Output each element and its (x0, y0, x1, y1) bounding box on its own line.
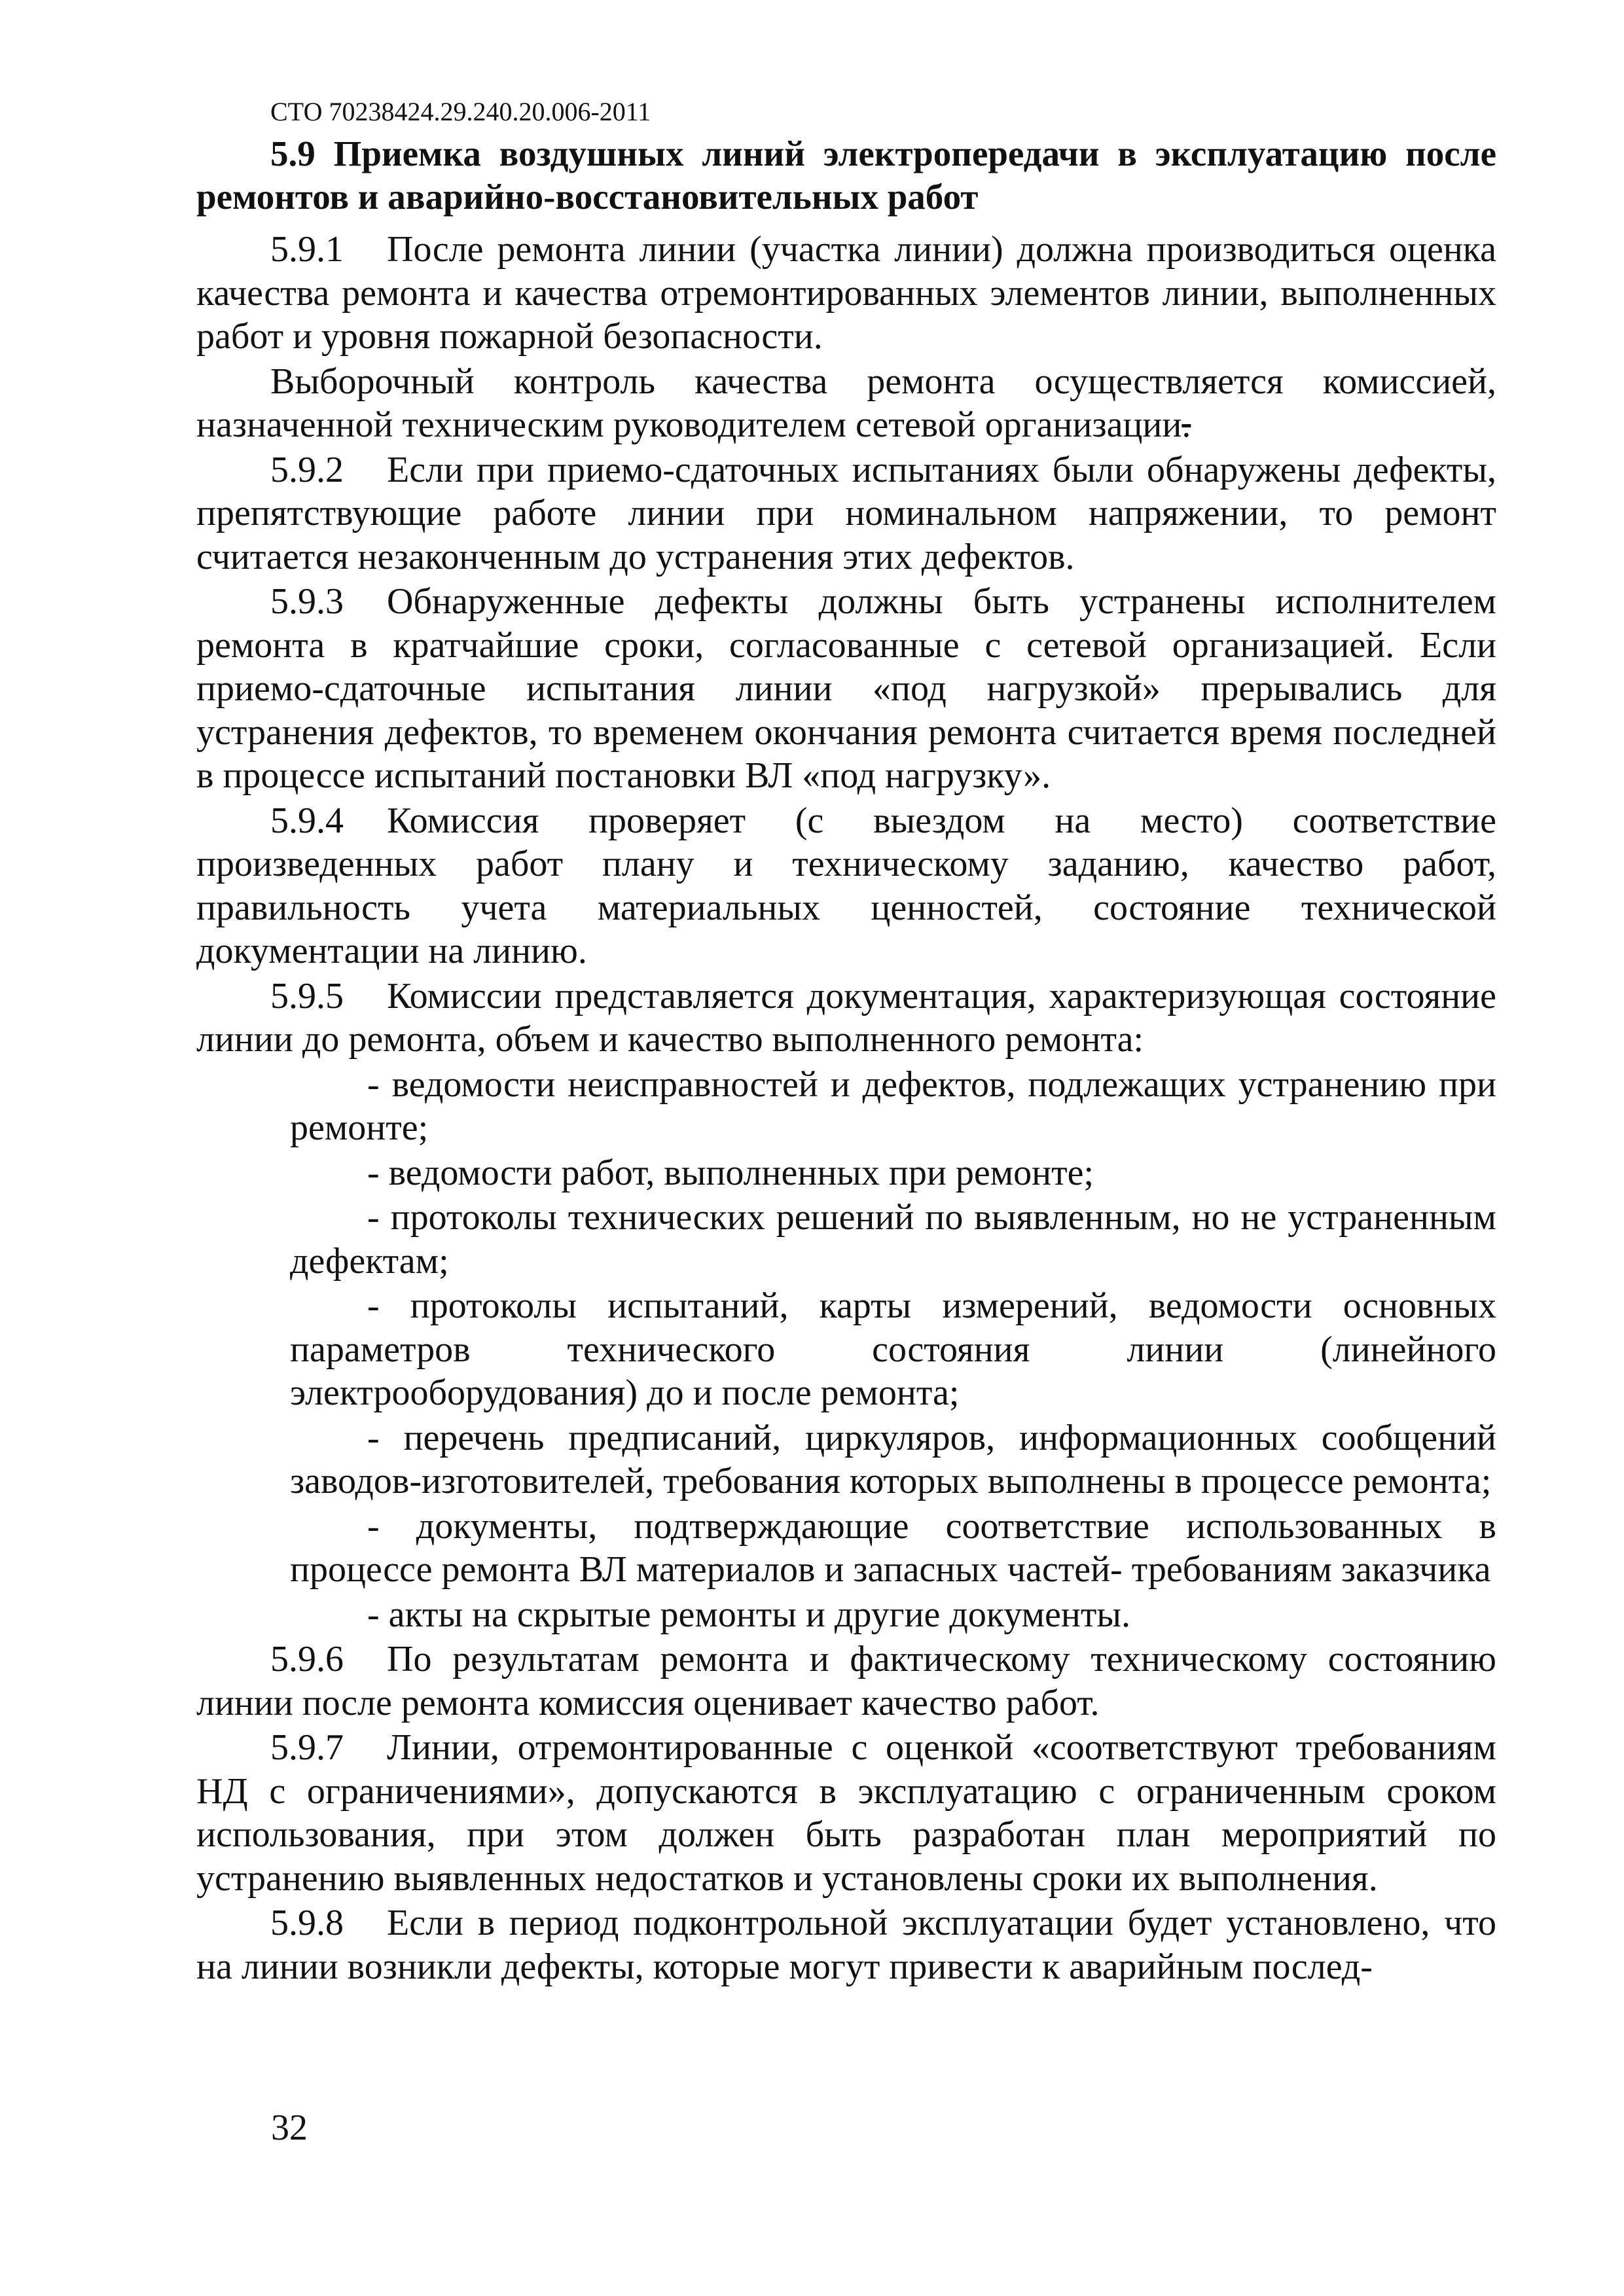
paragraph-5-9-7 (196, 1726, 1496, 1900)
paragraph-text: Если при приемо-сдаточных испытаниях были обнаружены дефекты, препятствующие работе линии при номинальном напряжении, то ремонт считается незаконченным до устранения этих дефектов. (196, 449, 1496, 577)
list-item: - протоколы испытаний, карты измерений, ведомости основных параметров технического состояния линии (линейного электрооборудования) до и после ремонта; (290, 1285, 1496, 1413)
paragraph-5-9-2 (196, 448, 1496, 579)
paragraph-text: По результатам ремонта и фактическому техническому состоянию линии после ремонта комиссия оценивает качество работ. (196, 1639, 1496, 1723)
paragraph-5-9-4 (196, 799, 1496, 973)
clause-number: 5.9.7 (270, 1727, 344, 1768)
clause-number: 5.9.3 (270, 581, 344, 622)
paragraph-text: Линии, отремонтированные с оценкой «соответствуют требованиям НД с ограничениями», допускаются в эксплуатацию с ограниченным сроком использования, при этом должен быть разработан план мероприятий по устранению выявленных недостатков и установлены сроки их выполнения. (196, 1727, 1496, 1899)
paragraph-text: Выборочный контроль качества ремонта осуществляется комиссией, назначенной техническим руководителем сетевой организации (196, 361, 1496, 445)
paragraph-5-9-3 (196, 580, 1496, 798)
clause-number: 5.9.4 (270, 800, 344, 841)
paragraph-5-9-8 (196, 1901, 1496, 1988)
document-code: СТО 70238424.29.240.20.006-2011 (270, 97, 651, 126)
paragraph-5-9-1 (196, 228, 1496, 359)
struck-punctuation: . (1182, 404, 1191, 445)
paragraph-text: Обнаруженные дефекты должны быть устранены исполнителем ремонта в кратчайшие сроки, согласованные с сетевой организацией. Если приемо-сдаточные испытания линии «под нагрузкой» прерывались для устранения дефектов, то временем окончания ремонта считается время последней в процессе испытаний постановки ВЛ «под нагрузку». (196, 581, 1496, 796)
paragraph-text: Комиссии представляется документация, характеризующая состояние линии до ремонта, объем и качество выполненного ремонта: (196, 975, 1496, 1060)
clause-number: 5.9.5 (270, 975, 344, 1016)
list-item: - ведомости работ, выполненных при ремонте; (367, 1152, 1094, 1193)
list-item: - документы, подтверждающие соответствие использованных в процессе ремонта ВЛ материалов и запасных частей- требованиям заказчика (290, 1505, 1496, 1590)
page-number: 32 (271, 2108, 308, 2148)
page-content (196, 132, 1496, 1990)
list-item: - протоколы технических решений по выявленным, но не устраненным дефектам; (290, 1197, 1496, 1282)
clause-number: 5.9.1 (270, 229, 344, 270)
paragraph-5-9-6 (196, 1638, 1496, 1725)
list-item: - перечень предписаний, циркуляров, информационных сообщений заводов-изготовителей, требования которых выполнены в процессе ремонта; (290, 1417, 1496, 1501)
section-heading: 5.9 Приемка воздушных линий электропередачи в эксплуатацию после ремонтов и аварийно-восстановительных работ (196, 134, 1496, 217)
paragraph-text: После ремонта линии (участка линии) должна производиться оценка качества ремонта и качества отремонтированных элементов линии, выполненных работ и уровня пожарной безопасности. (196, 229, 1496, 357)
list-item: - ведомости неисправностей и дефектов, подлежащих устранению при ремонте; (290, 1064, 1496, 1148)
paragraph-text: Комиссия проверяет (с выездом на место) соответствие произведенных работ плану и техническому заданию, качество работ, правильность учета материальных ценностей, состояние технической документации на линию. (196, 800, 1496, 971)
paragraph-selective-control (196, 360, 1496, 447)
clause-number: 5.9.6 (270, 1639, 344, 1679)
clause-number: 5.9.8 (270, 1903, 344, 1943)
clause-number: 5.9.2 (270, 449, 344, 490)
paragraph-5-9-5 (196, 975, 1496, 1062)
list-item: - акты на скрытые ремонты и другие документы. (367, 1594, 1130, 1635)
paragraph-text: Если в период подконтрольной эксплуатации будет установлено, что на линии возникли дефекты, которые могут привести к аварийным послед- (196, 1903, 1496, 1987)
